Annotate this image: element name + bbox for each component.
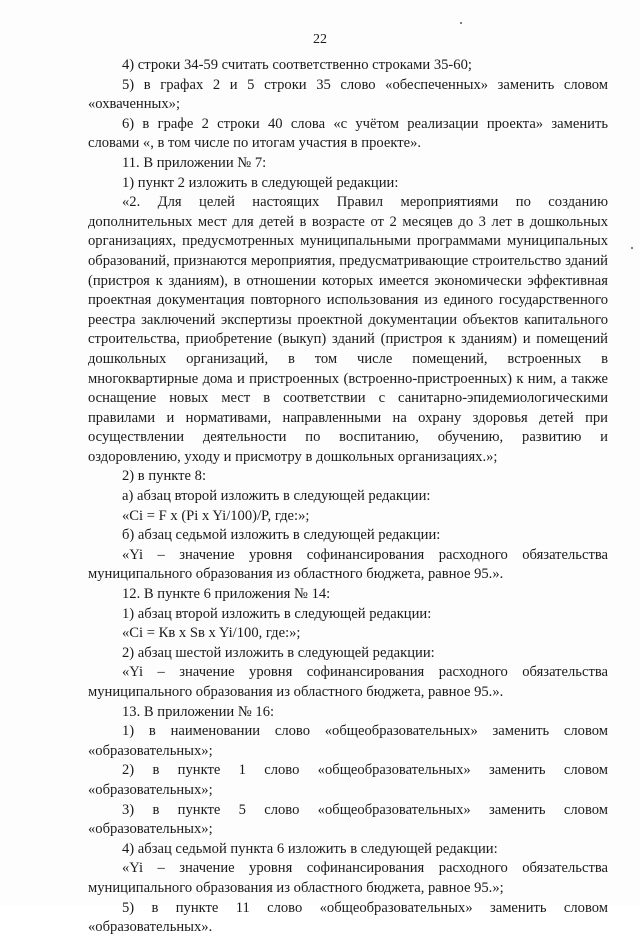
paragraph: 4) абзац седьмой пункта 6 изложить в следующей редакции: [122, 840, 498, 857]
section-heading: 13. В приложении № 16: [122, 703, 275, 720]
quoted-paragraph: «2. Для целей настоящих Правил мероприятиями по созданию дополнительных мест для детей в возрасте от 2 месяцев до 3 лет в дошкольных организациях, предусмотренных муниципальными программами муниципальных образований, признаются мероприятия, предусматривающие строительство зданий (пристроя к зданиям), в отношении которых имеется экономически эффективная проектная документация повторного использования из единого государственного реестра заключений экспертизы проектной документации объектов капитального строительства, приобретение (выкуп) зданий (пристроя к зданиям) и помещений дошкольных организаций, в том числе помещений, встроенных в многоквартирные дома и пристроенных (встроенно-пристроенных) к ним, а также оснащение новых мест в соответствии с санитарно-эпидемиологическими правилами и нормативами, направленными на охрану здоровья детей при осуществлении деятельности по воспитанию, обучению, развитию и оздоровлению, уходу и присмотру в дошкольных организациях.»; [88, 194, 608, 465]
quoted-paragraph: «Yi – значение уровня софинансирования расходного обязательства муниципального образования из областного бюджета, равное 95.»; [88, 860, 608, 896]
paragraph: 6) в графе 2 строки 40 слова «с учётом реализации проекта» заменить словами «, в том числе по итогам участия в проекте». [88, 115, 608, 152]
quoted-paragraph: «Yi – значение уровня софинансирования расходного обязательства муниципального образования из областного бюджета, равное 95.». [88, 546, 608, 583]
paragraph: 1) в наименовании слово «общеобразовательных» заменить словом «образовательных»; [88, 723, 608, 759]
paragraph: 1) абзац второй изложить в следующей редакции: [122, 605, 432, 622]
formula-paragraph: «Ci = F x (Pi x Yi/100)/P, где:»; [122, 507, 310, 524]
paragraph: 2) в пункте 1 слово «общеобразовательных» заменить словом «образовательных»; [88, 762, 608, 798]
paragraph: 5) в пункте 11 слово «общеобразовательных» заменить словом «образовательных». [88, 899, 608, 936]
paragraph: 2) в пункте 8: [122, 468, 207, 485]
page-number: 22 [313, 32, 327, 47]
paragraph: б) абзац седьмой изложить в следующей редакции: [122, 527, 441, 544]
scan-speck [460, 22, 462, 24]
paragraph: 2) абзац шестой изложить в следующей редакции: [122, 644, 435, 661]
section-heading: 12. В пункте 6 приложения № 14: [122, 586, 331, 603]
paragraph: 5) в графах 2 и 5 строки 35 слово «обеспеченных» заменить словом «охваченных»; [88, 76, 608, 113]
paragraph: 3) в пункте 5 слово «общеобразовательных» заменить словом «образовательных»; [88, 801, 608, 838]
paragraph: 1) пункт 2 изложить в следующей редакции: [122, 174, 399, 191]
quoted-paragraph: «Yi – значение уровня софинансирования расходного обязательства муниципального образования из областного бюджета, равное 95.». [88, 664, 608, 700]
paragraph: а) абзац второй изложить в следующей редакции: [122, 488, 431, 505]
scan-speck [631, 247, 633, 249]
document-body [88, 56, 608, 938]
section-heading: 11. В приложении № 7: [122, 154, 267, 171]
formula-paragraph: «Ci = Кв x Sв x Yi/100, где:»; [122, 625, 301, 642]
paragraph: 4) строки 34-59 считать соответственно строками 35-60; [122, 57, 472, 73]
